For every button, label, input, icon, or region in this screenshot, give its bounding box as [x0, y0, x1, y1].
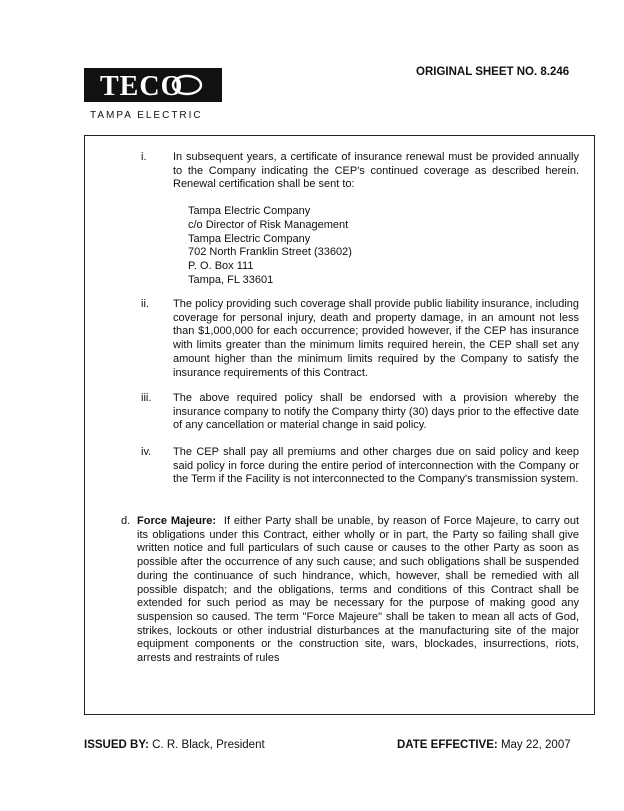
item-marker: iii.	[141, 392, 152, 404]
item-marker: i.	[141, 151, 147, 163]
teco-logo-mark	[84, 62, 222, 108]
address-line: P. O. Box 111	[188, 260, 254, 273]
section-heading: Force Majeure:	[137, 515, 217, 527]
effective-value: May 22, 2007	[500, 739, 571, 751]
item-text: In subsequent years, a certificate of insurance renewal must be provided annually to the Company indicating the CEP's continued coverage as described herein. Renewal certification shall be sent to:	[173, 151, 579, 191]
force-majeure-paragraph	[137, 515, 579, 666]
address-line: Tampa Electric Company	[188, 232, 311, 245]
address-line: Tampa, FL 33601	[188, 273, 274, 286]
item-text: The CEP shall pay all premiums and other charges due on said policy and keep said policy in force during the entire period of interconnection with the Company or the Term if the Facility is not interconnected to the Company's transmission system.	[173, 446, 579, 486]
logo-text: TECO	[100, 71, 184, 102]
issued-value: C. R. Black, President	[152, 739, 265, 751]
item-text: The above required policy shall be endorsed with a provision whereby the insurance company to notify the Company thirty (30) days prior to the effective date of any cancellation or material change in said policy.	[173, 392, 579, 432]
sheet-number: ORIGINAL SHEET NO. 8.246	[416, 66, 570, 78]
teco-logo	[84, 62, 222, 121]
effective-label: DATE EFFECTIVE:	[397, 739, 498, 751]
address-block	[188, 205, 352, 288]
issued-label: ISSUED BY:	[84, 739, 149, 751]
date-effective	[397, 739, 571, 751]
item-text: The policy providing such coverage shall provide public liability insurance, including coverage for personal injury, death and property damage, in an amount not less than $1,000,000 for each occurrence; provided however, if the CEP has insurance with limits greater than the minimum limits required herein, the CEP shall set any amount higher than the minimum limits required by the Company to satisfy the insurance requirements of this Contract.	[173, 298, 579, 379]
item-marker: ii.	[141, 298, 149, 310]
address-line: 702 North Franklin Street (33602)	[188, 246, 352, 259]
issued-by	[84, 739, 265, 751]
section-marker: d.	[121, 515, 131, 527]
logo-subtext: TAMPA ELECTRIC	[90, 110, 203, 121]
address-line: c/o Director of Risk Management	[188, 218, 349, 231]
section-text: If either Party shall be unable, by reason of Force Majeure, to carry out its obligations under this Contract, either wholly or in part, the Party so failing shall give written notice and full particulars of such cause or causes to the other Party as soon as possible after the occurrence of any such cause; and such obligations shall be suspended during the continuance of such hindrance, which, however, shall be remedied with all possible dispatch; and the obligations, terms and conditions of this Contract shall be extended for such period as may be necessary for the purpose of making good any suspension so caused. The term "Force Majeure" shall be taken to mean all acts of God, strikes, lockouts or other industrial disturbances at the manufacturing site of the major equipment components or the construction site, wars, blockades, insurrections, riots, arrests and restraints of rules	[137, 515, 579, 665]
item-marker: iv.	[141, 446, 152, 458]
address-line: Tampa Electric Company	[188, 205, 311, 217]
